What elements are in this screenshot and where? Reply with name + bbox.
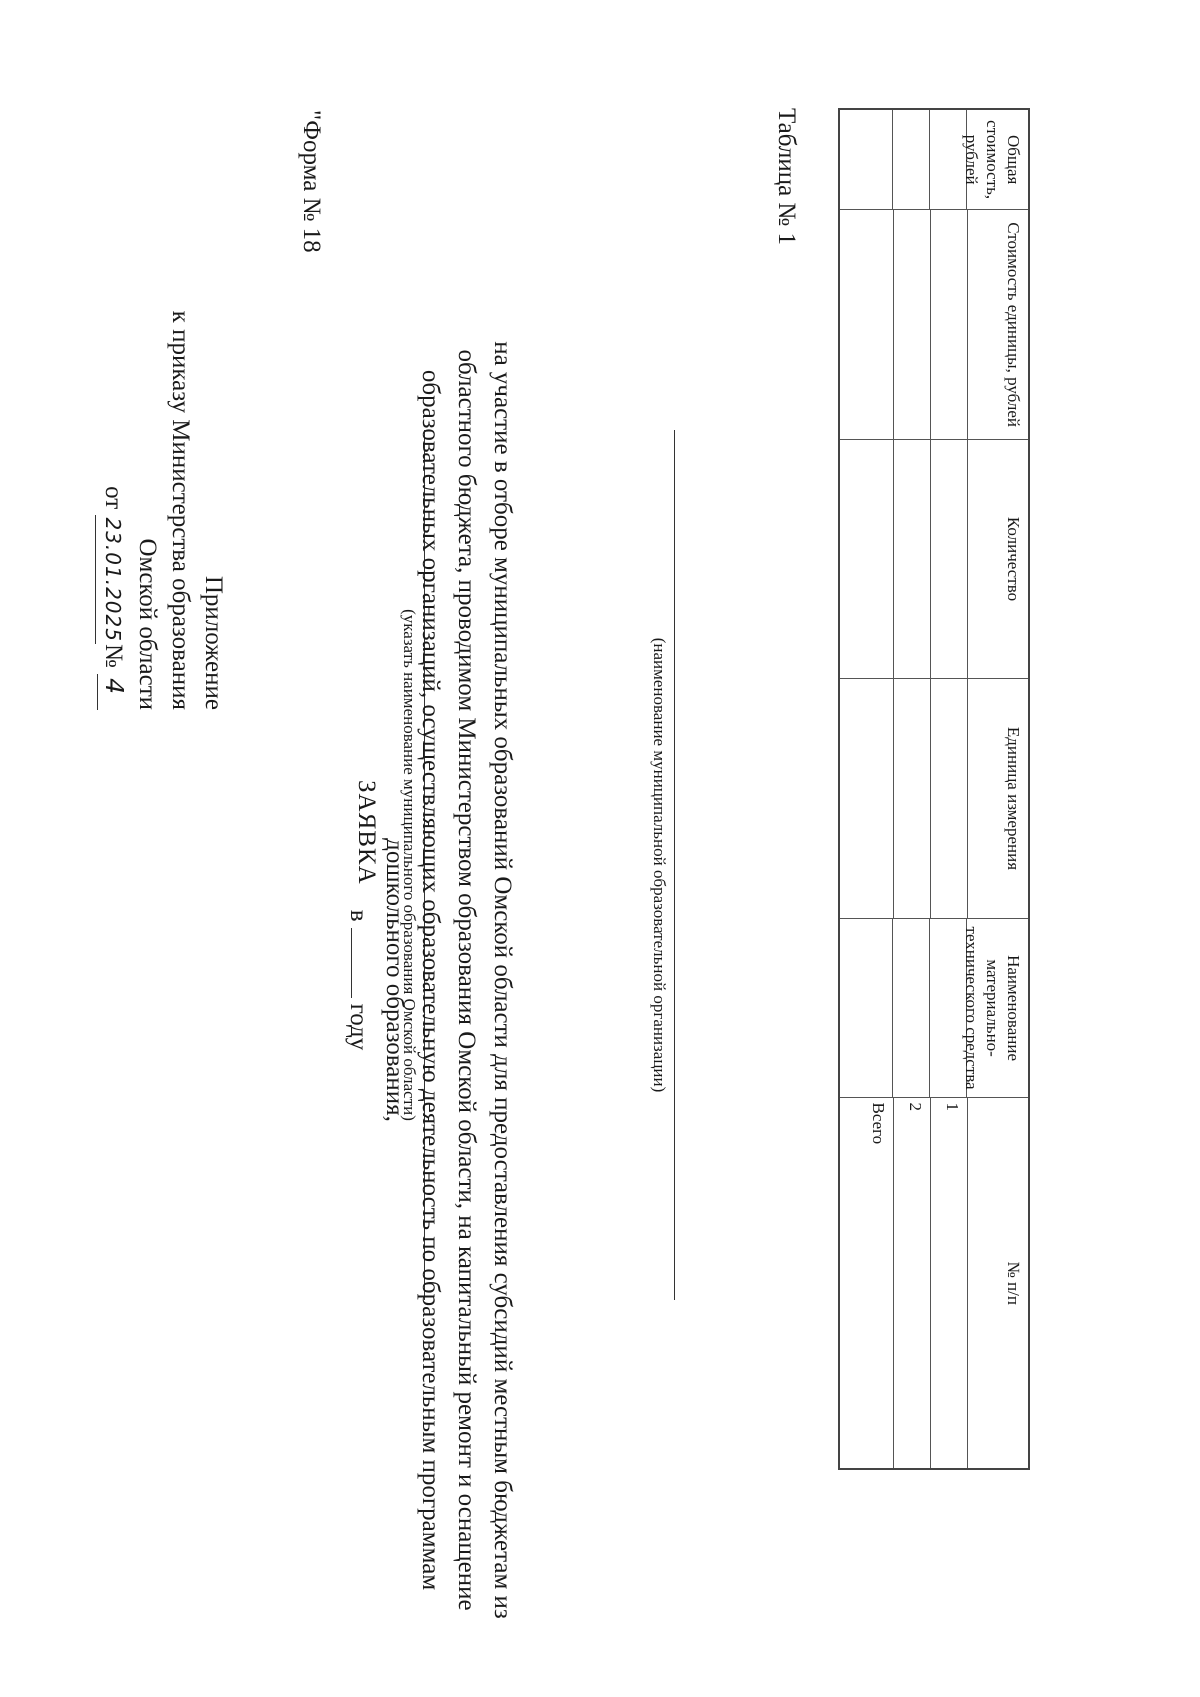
- appendix-title: Приложение: [200, 575, 227, 710]
- table-label: Таблица № 1: [773, 108, 800, 246]
- cell-total-label: Всего: [868, 1102, 888, 1145]
- cell-total-sum: [840, 110, 892, 209]
- cost-table: [838, 108, 1030, 1470]
- cell-name-sum: [840, 919, 892, 1098]
- header-name: Наименование материально-технического средства: [966, 919, 1028, 1098]
- handwritten-date: 23.01.2025: [95, 515, 129, 644]
- cell-name-row-1: [929, 919, 966, 1098]
- appendix-date-line: [95, 110, 131, 710]
- document-title: ЗАЯВКА: [353, 780, 380, 885]
- cell-total-row-1: [929, 110, 966, 209]
- organization-caption: (наименование муниципальной образовательной организации): [650, 637, 669, 1093]
- cell-name-row-2: [892, 919, 929, 1098]
- header-total-cost: Общая стоимость, рублей: [966, 110, 1028, 209]
- cell-quantity-row-2: [893, 440, 930, 678]
- col-number: [840, 1098, 1028, 1468]
- cell-unit-row-1: [930, 679, 967, 917]
- year-suffix: году: [345, 1003, 372, 1051]
- organization-underline: [674, 430, 675, 1300]
- cell-num-row-2: 2: [893, 1098, 930, 1468]
- paragraph-line-2: областного бюджета, проводимом Министерством образования Омской области, на капитальный ремонт и оснащение: [453, 349, 480, 1611]
- col-name: [840, 110, 1028, 210]
- form-label: "Форма № 18: [298, 110, 325, 253]
- cell-unit-cost-row-1: [930, 210, 967, 438]
- paragraph-line-3: образовательных организаций, осуществляющих образовательную деятельность по образовательным программам: [417, 369, 444, 1591]
- cell-unit-row-2: [893, 679, 930, 917]
- date-prefix: от: [100, 486, 127, 510]
- application-paragraph: [340, 290, 520, 1670]
- paragraph-line-1: на участие в отборе муниципальных образований Омской области для предоставления субсидий местным бюджетам из: [489, 341, 516, 1619]
- header-unit: Единица измерения: [967, 679, 1028, 917]
- col-quantity: [840, 440, 1028, 679]
- col-name-header: [840, 919, 1028, 1099]
- year-prefix: в: [345, 909, 372, 922]
- cell-num-row-1: 1: [930, 1098, 967, 1468]
- handwritten-number: 4: [97, 674, 131, 710]
- cell-quantity-sum: [840, 440, 893, 678]
- municipality-caption: (указать наименование муниципального образования Омской области): [400, 609, 419, 1121]
- col-unit: [840, 679, 1028, 918]
- appendix-region: Омской области: [134, 538, 161, 710]
- cell-unit-cost-row-2: [893, 210, 930, 438]
- cell-quantity-row-1: [930, 440, 967, 678]
- header-unit-cost: Стоимость единицы, рублей: [967, 210, 1028, 438]
- paragraph-line-4: дошкольного образования,: [381, 838, 408, 1122]
- year-blank: [351, 928, 352, 998]
- appendix-order-ref: к приказу Министерства образования: [167, 310, 194, 710]
- cell-total-row-2: [892, 110, 929, 209]
- cell-unit-cost-sum: [840, 210, 893, 438]
- header-num: № п/п: [967, 1098, 1028, 1468]
- year-line: [340, 290, 376, 1670]
- cell-unit-sum: [840, 679, 893, 917]
- header-quantity: Количество: [967, 440, 1028, 678]
- number-label: №: [100, 643, 127, 668]
- appendix-block: [95, 110, 230, 710]
- col-unit-cost: [840, 210, 1028, 439]
